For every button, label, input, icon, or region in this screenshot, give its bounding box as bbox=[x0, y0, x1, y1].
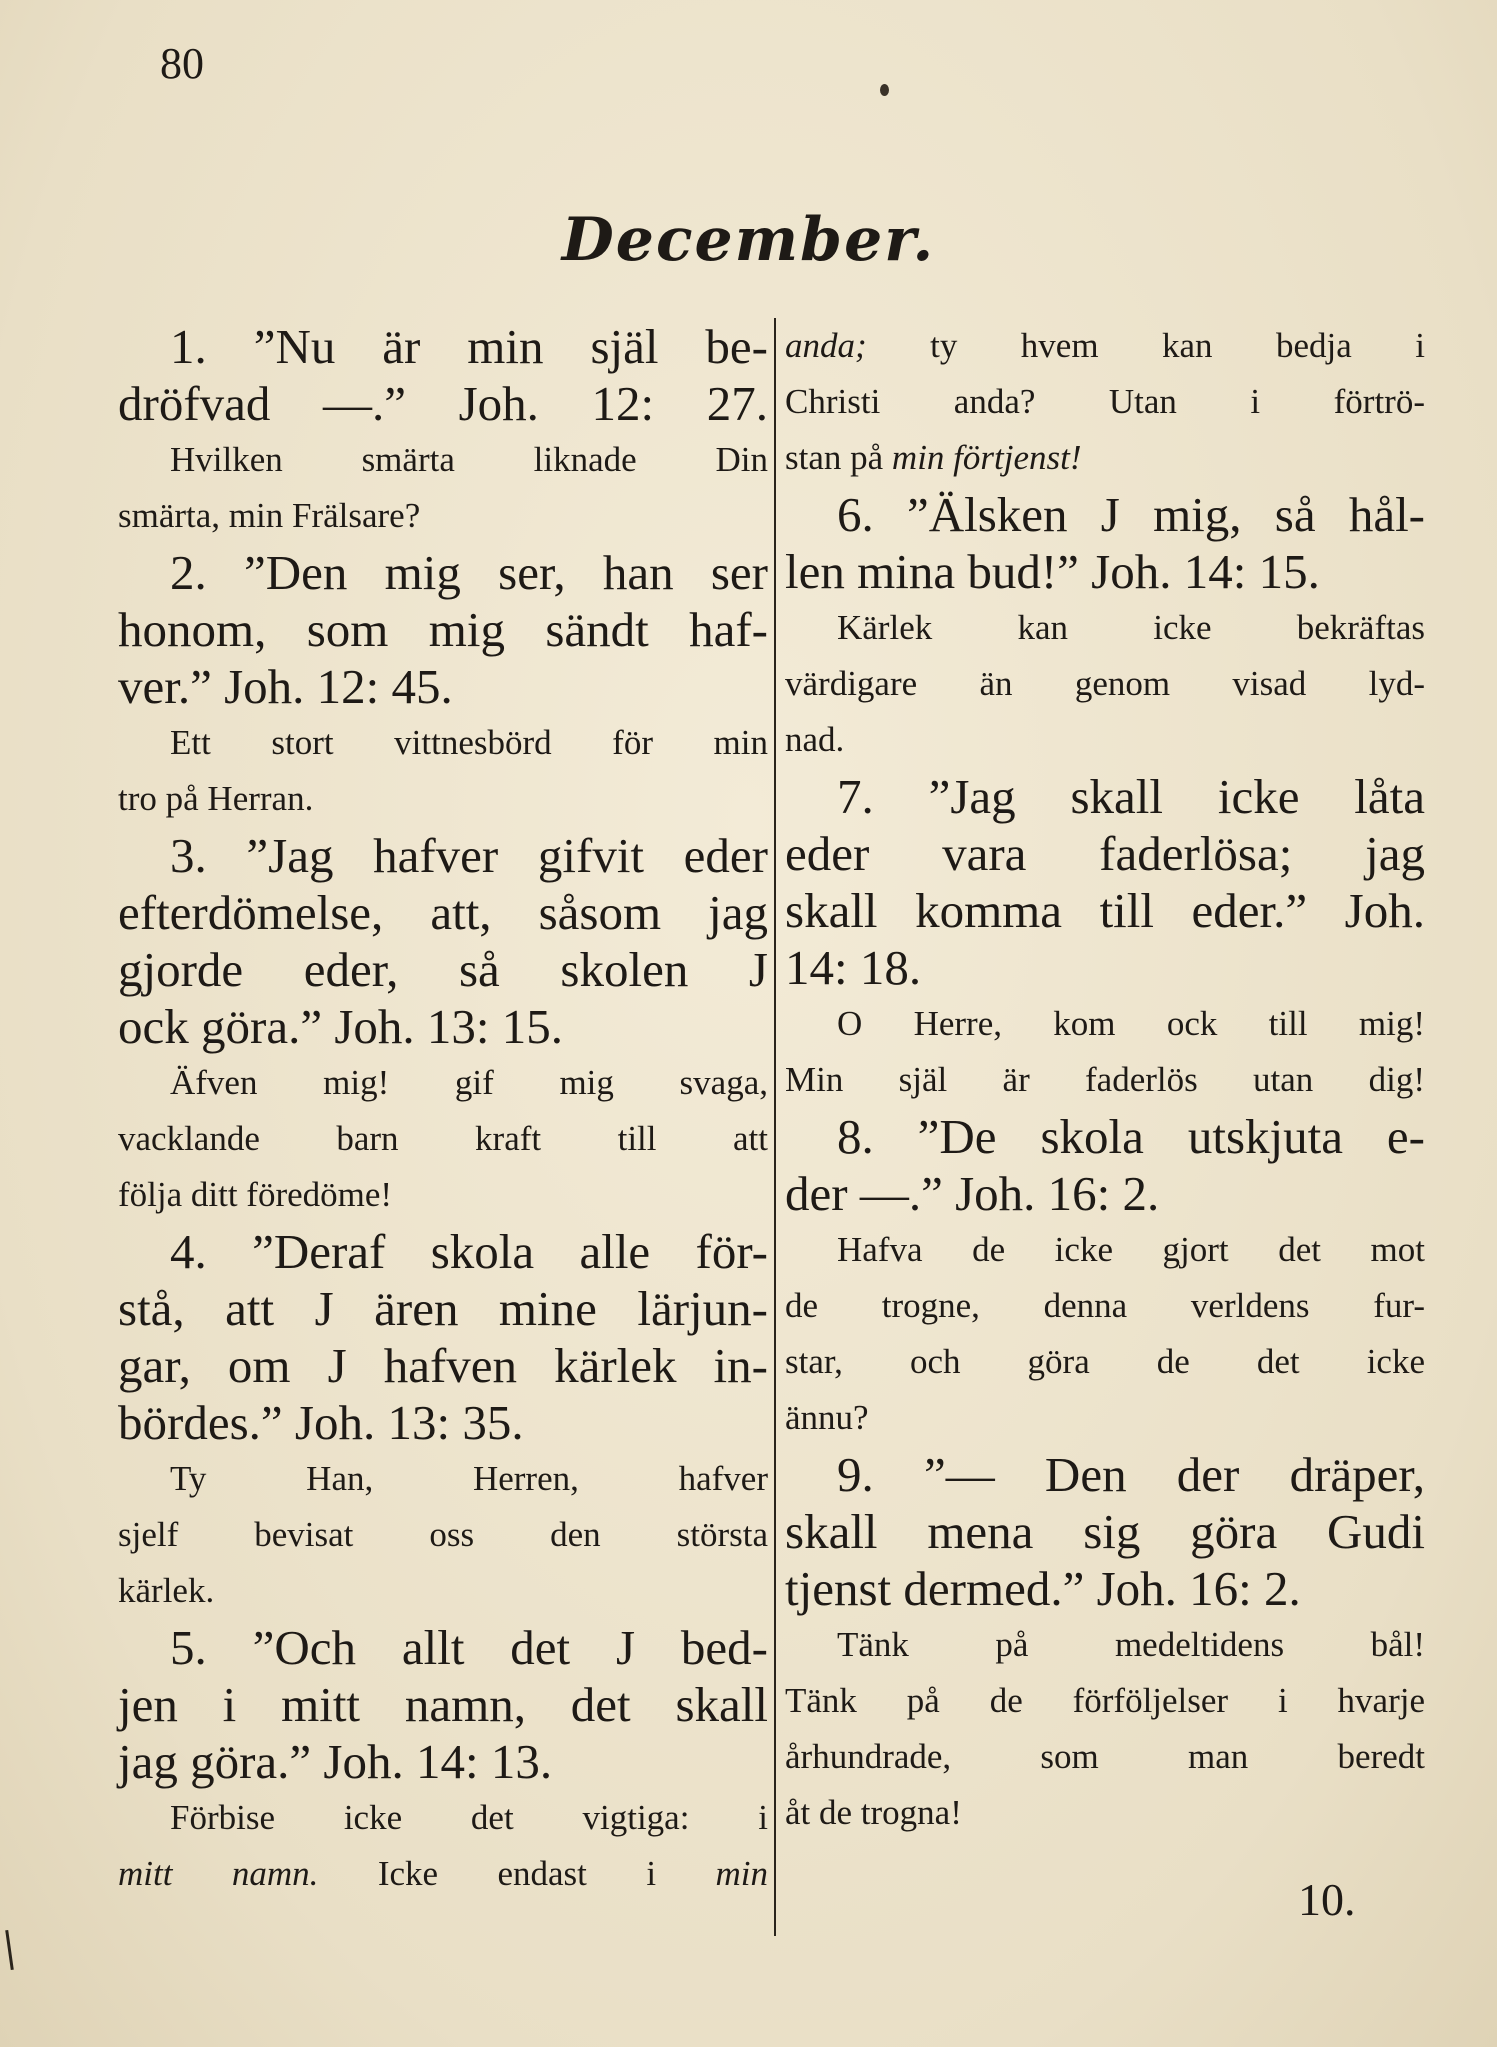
comment-line: nad. bbox=[785, 720, 845, 759]
comment-line: Äfven mig! gif mig svaga, bbox=[170, 1063, 768, 1102]
verse-line: ock göra.” Joh. 13: 15. bbox=[118, 999, 563, 1054]
verse-line: 1. ”Nu är min själ be- bbox=[170, 319, 768, 374]
verse-line: tjenst dermed.” Joh. 16: 2. bbox=[785, 1561, 1301, 1616]
comment-line: Tänk på medeltidens bål! bbox=[837, 1625, 1425, 1664]
verse-line: 14: 18. bbox=[785, 940, 922, 995]
comment-line: åt de trogna! bbox=[785, 1793, 962, 1832]
right-column bbox=[785, 318, 1425, 1841]
comment-line: star, och göra de det icke bbox=[785, 1342, 1425, 1381]
verse-line: 8. ”De skola utskjuta e- bbox=[837, 1109, 1425, 1164]
comment-line: följa ditt föredöme! bbox=[118, 1175, 393, 1214]
comment-line bbox=[118, 1846, 768, 1902]
verse-line: dröfvad —.” Joh. 12: 27. bbox=[118, 376, 768, 431]
verse-line: 9. ”— Den der dräper, bbox=[837, 1447, 1425, 1502]
month-title: December. bbox=[561, 205, 936, 275]
verse-line: gjorde eder, så skolen J bbox=[118, 942, 768, 997]
italic-text: mitt namn. bbox=[118, 1854, 319, 1893]
verse-line: 7. ”Jag skall icke låta bbox=[837, 769, 1425, 824]
comment-line: smärta, min Frälsare? bbox=[118, 496, 421, 535]
verse-line: skall mena sig göra Gudi bbox=[785, 1504, 1425, 1559]
text-run: Icke endast i bbox=[318, 1854, 716, 1893]
comment-line bbox=[785, 318, 1425, 374]
verse-line: len mina bud!” Joh. 14: 15. bbox=[785, 544, 1320, 599]
verse-line: skall komma till eder.” Joh. bbox=[785, 883, 1425, 938]
comment-line: sjelf bevisat oss den största bbox=[118, 1515, 768, 1554]
comment-line: kärlek. bbox=[118, 1571, 215, 1610]
next-page-catchword: 10. bbox=[1298, 1874, 1356, 1925]
verse-line: jag göra.” Joh. 14: 13. bbox=[118, 1734, 553, 1789]
comment-line: värdigare än genom visad lyd- bbox=[785, 664, 1425, 703]
italic-text: min förtjenst! bbox=[891, 438, 1082, 477]
comment-line: Christi anda? Utan i förtrö- bbox=[785, 382, 1425, 421]
comment-line: Hvilken smärta liknade Din bbox=[170, 440, 768, 479]
comment-line: Ett stort vittnesbörd för min bbox=[170, 723, 768, 762]
verse-line: der —.” Joh. 16: 2. bbox=[785, 1166, 1160, 1221]
verse-line: 5. ”Och allt det J bed- bbox=[170, 1620, 768, 1675]
verse-line: bördes.” Joh. 13: 35. bbox=[118, 1395, 524, 1450]
verse-line: gar, om J hafven kärlek in- bbox=[118, 1338, 768, 1393]
page-number: 80 bbox=[160, 39, 204, 88]
italic-text: anda; bbox=[785, 326, 867, 365]
verse-line: 4. ”Deraf skola alle för- bbox=[170, 1224, 768, 1279]
comment-line: Ty Han, Herren, hafver bbox=[170, 1459, 768, 1498]
ink-dot bbox=[880, 84, 889, 96]
text-run: ty hvem kan bedja i bbox=[866, 326, 1425, 365]
comment-line: ännu? bbox=[785, 1398, 869, 1437]
comment-line: Hafva de icke gjort det mot bbox=[837, 1230, 1425, 1269]
comment-line: Förbise icke det vigtiga: i bbox=[170, 1798, 768, 1837]
column-divider bbox=[774, 318, 776, 1936]
comment-line bbox=[785, 430, 1425, 486]
verse-line: 6. ”Älsken J mig, så hål- bbox=[837, 487, 1425, 542]
comment-line: Min själ är faderlös utan dig! bbox=[785, 1060, 1425, 1099]
italic-text: min bbox=[715, 1854, 768, 1893]
verse-line: stå, att J ären mine lärjun- bbox=[118, 1281, 768, 1336]
comment-line: de trogne, denna verldens fur- bbox=[785, 1286, 1425, 1325]
comment-line: Tänk på de förföljelser i hvarje bbox=[785, 1681, 1425, 1720]
verse-line: ver.” Joh. 12: 45. bbox=[118, 659, 453, 714]
verse-line: jen i mitt namn, det skall bbox=[118, 1677, 768, 1732]
verse-line: efterdömelse, att, såsom jag bbox=[118, 885, 768, 940]
comment-line: Kärlek kan icke bekräftas bbox=[837, 608, 1425, 647]
text-run: stan på bbox=[785, 438, 892, 477]
margin-mark bbox=[5, 1930, 14, 1970]
verse-line: 3. ”Jag hafver gifvit eder bbox=[170, 828, 768, 883]
left-column bbox=[118, 318, 768, 1902]
verse-line: 2. ”Den mig ser, han ser bbox=[170, 545, 768, 600]
comment-line: tro på Herran. bbox=[118, 779, 314, 818]
comment-line: århundrade, som man beredt bbox=[785, 1737, 1425, 1776]
comment-line: vacklande barn kraft till att bbox=[118, 1119, 768, 1158]
comment-line: O Herre, kom ock till mig! bbox=[837, 1004, 1425, 1043]
verse-line: honom, som mig sändt haf- bbox=[118, 602, 768, 657]
verse-line: eder vara faderlösa; jag bbox=[785, 826, 1425, 881]
